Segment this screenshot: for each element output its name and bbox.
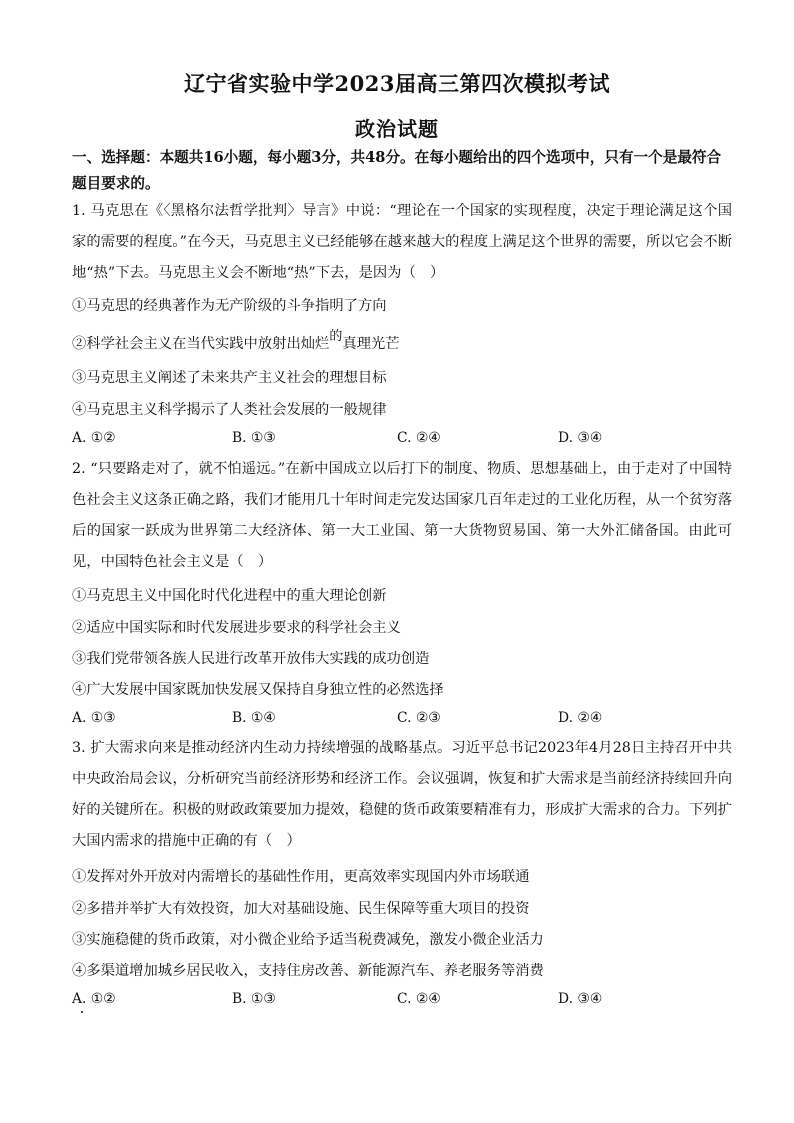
question-1-option-3: ③马克思主义阐述了未来共产主义社会的理想目标 — [72, 370, 387, 386]
exam-subject: 政治试题 — [355, 117, 439, 141]
question-3-choice-b: B. ①③ — [232, 991, 276, 1007]
question-1-option-1: ①马克思的经典著作为无产阶级的斗争指明了方向 — [72, 298, 387, 314]
question-3-choices — [72, 991, 732, 1013]
question-2-choice-b: B. ①④ — [232, 710, 276, 726]
question-2-stem: 2. “只要路走对了，就不怕遥远。”在新中国成立以后打下的制度、物质、思想基础上，由于走对了中国特色社会主义这条正确之路，我们才能用几十年时间走完发达国家几百年走过的工业化历程，从一个贫穷落后的国家一跃成为世界第二大经济体、第一大工业国、第一大货物贸易国、第一大外汇储备国。由此可见，中国特色社会主义是（ ） — [72, 461, 732, 570]
question-2-choice-a: A. ①③ — [72, 710, 116, 726]
question-2-choices — [72, 710, 732, 732]
question-1-choice-d: D. ③④ — [558, 430, 603, 446]
question-1-option-2-raised-char: 的 — [329, 329, 343, 344]
question-2-option-1: ①马克思主义中国化时代化进程中的重大理论创新 — [72, 588, 387, 604]
question-2-option-2: ②适应中国实际和时代发展进步要求的科学社会主义 — [72, 620, 401, 636]
question-2-option-4: ④广大发展中国家既加快发展又保持自身独立性的必然选择 — [72, 682, 444, 698]
question-1-option-2-text: ②科学社会主义在当代实践中放射出灿烂 — [72, 336, 330, 352]
question-1-option-2-tail: 真理光芒 — [342, 336, 400, 352]
question-1-choice-a: A. ①② — [72, 430, 116, 446]
question-3-choice-a: A. ①② — [72, 991, 116, 1007]
question-3-choice-d: D. ③④ — [558, 991, 603, 1007]
question-1-option-4: ④马克思主义科学揭示了人类社会发展的一般规律 — [72, 402, 387, 418]
question-3-option-3: ③实施稳健的货币政策，对小微企业给予适当税费减免，激发小微企业活力 — [72, 932, 544, 948]
question-3-choice-c: C. ②④ — [397, 991, 441, 1007]
scan-speck — [81, 1011, 83, 1013]
section-heading: 一、选择题：本题共16小题，每小题3分，共48分。在每小题给出的四个选项中，只有一个是最符合题目要求的。 — [72, 149, 722, 192]
question-2-option-3: ③我们党带领各族人民进行改革开放伟大实践的成功创造 — [72, 651, 430, 667]
question-3-option-1: ①发挥对外开放对内需增长的基础性作用，更高效率实现国内外市场联通 — [72, 869, 530, 885]
question-3-option-4: ④多渠道增加城乡居民收入，支持住房改善、新能源汽车、养老服务等消费 — [72, 963, 544, 979]
question-1-stem: 1. 马克思在《〈黑格尔法哲学批判〉导言》中说：“理论在一个国家的实现程度，决定于理论满足这个国家的需要的程度。”在今天，马克思主义已经能够在越来越大的程度上满足这个世界的需要，所以它会不断地“热”下去。马克思主义会不断地“热”下去，是因为（ ） — [72, 203, 732, 281]
question-2-choice-c: C. ②③ — [397, 710, 441, 726]
question-3-stem: 3. 扩大需求向来是推动经济内生动力持续增强的战略基点。习近平总书记2023年4月28日主持召开中共中央政治局会议，分析研究当前经济形势和经济工作。会议强调，恢复和扩大需求是当前经济持续回升向好的关键所在。积极的财政政策要加力提效，稳健的货币政策要精准有力，形成扩大需求的合力。下列扩大国内需求的措施中正确的有（ ） — [72, 740, 732, 849]
exam-title: 辽宁省实验中学2023届高三第四次模拟考试 — [184, 71, 610, 96]
question-1-choices — [72, 430, 732, 452]
question-1-option-2 — [72, 329, 400, 353]
question-1-choice-c: C. ②④ — [397, 430, 441, 446]
question-3-option-2: ②多措并举扩大有效投资，加大对基础设施、民生保障等重大项目的投资 — [72, 901, 530, 917]
question-1-choice-b: B. ①③ — [232, 430, 276, 446]
question-2-choice-d: D. ②④ — [558, 710, 603, 726]
